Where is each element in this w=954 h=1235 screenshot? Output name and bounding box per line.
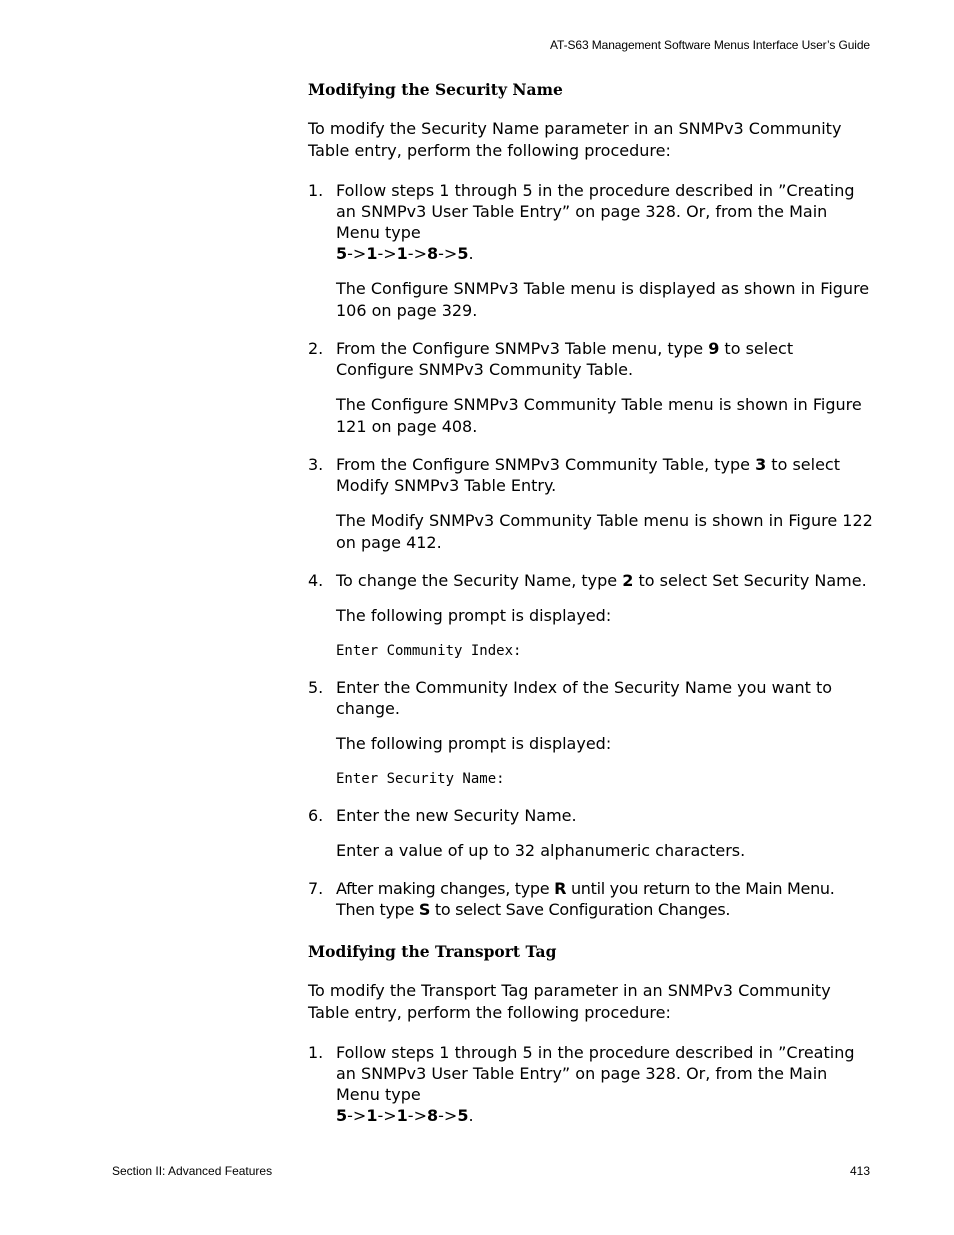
step-text: From the Configure SNMPv3 Table menu, type 9 to select Configure SNMPv3 Community Table. xyxy=(336,339,794,379)
step-text: Enter the Community Index of the Security Name you want to change. xyxy=(336,678,833,718)
step-note: The Modify SNMPv3 Community Table menu is shown in Figure 122 on page 412. xyxy=(336,511,873,552)
code-prompt: Enter Community Index: xyxy=(336,643,522,659)
section-intro: To modify the Transport Tag parameter in an SNMPv3 Community Table entry, perform the following procedure: xyxy=(308,981,831,1022)
step-text: Follow steps 1 through 5 in the procedure described in ”Creating an SNMPv3 User Table Entry” on page 328. Or, from the Main Menu type 5->1->1->8->5. xyxy=(336,181,855,263)
list-item xyxy=(308,878,874,920)
list-item xyxy=(308,454,874,554)
section-heading: Modifying the Security Name xyxy=(308,80,563,99)
list-item xyxy=(308,677,874,789)
step-number: 1. xyxy=(308,1043,324,1062)
step-number: 2. xyxy=(308,339,324,358)
transport-tag-section xyxy=(308,940,874,1126)
running-header: AT-S63 Management Software Menus Interface User’s Guide xyxy=(550,38,870,52)
step-text: To change the Security Name, type 2 to select Set Security Name. xyxy=(336,571,867,590)
step-text: Follow steps 1 through 5 in the procedure described in ”Creating an SNMPv3 User Table Entry” on page 328. Or, from the Main Menu type 5->1->1->8->5. xyxy=(336,1043,855,1125)
footer-section-label: Section II: Advanced Features xyxy=(112,1164,273,1178)
list-item xyxy=(308,338,874,438)
step-number: 3. xyxy=(308,455,324,474)
step-note: The Configure SNMPv3 Table menu is displayed as shown in Figure 106 on page 329. xyxy=(336,279,870,320)
step-number: 5. xyxy=(308,678,324,697)
procedure-list xyxy=(308,180,874,920)
page-number: 413 xyxy=(849,1164,870,1178)
page-content xyxy=(308,78,874,1142)
section-intro: To modify the Security Name parameter in an SNMPv3 Community Table entry, perform the following procedure: xyxy=(308,119,842,160)
list-item xyxy=(308,1042,874,1126)
step-note: The Configure SNMPv3 Community Table menu is shown in Figure 121 on page 408. xyxy=(336,395,862,436)
step-number: 7. xyxy=(308,879,324,898)
step-number: 4. xyxy=(308,571,324,590)
code-prompt: Enter Security Name: xyxy=(336,771,505,787)
step-text: From the Configure SNMPv3 Community Table, type 3 to select Modify SNMPv3 Table Entry. xyxy=(336,455,840,495)
step-note: Enter a value of up to 32 alphanumeric characters. xyxy=(336,841,746,860)
procedure-list xyxy=(308,1042,874,1126)
step-note: The following prompt is displayed: xyxy=(336,606,612,625)
step-text: After making changes, type R until you return to the Main Menu. Then type S to select Save Configuration Changes. xyxy=(336,879,835,919)
step-number: 1. xyxy=(308,181,324,200)
list-item xyxy=(308,570,874,661)
list-item xyxy=(308,805,874,862)
step-text: Enter the new Security Name. xyxy=(336,806,577,825)
list-item xyxy=(308,180,874,322)
section-heading: Modifying the Transport Tag xyxy=(308,942,557,961)
step-number: 6. xyxy=(308,806,324,825)
step-note: The following prompt is displayed: xyxy=(336,734,612,753)
